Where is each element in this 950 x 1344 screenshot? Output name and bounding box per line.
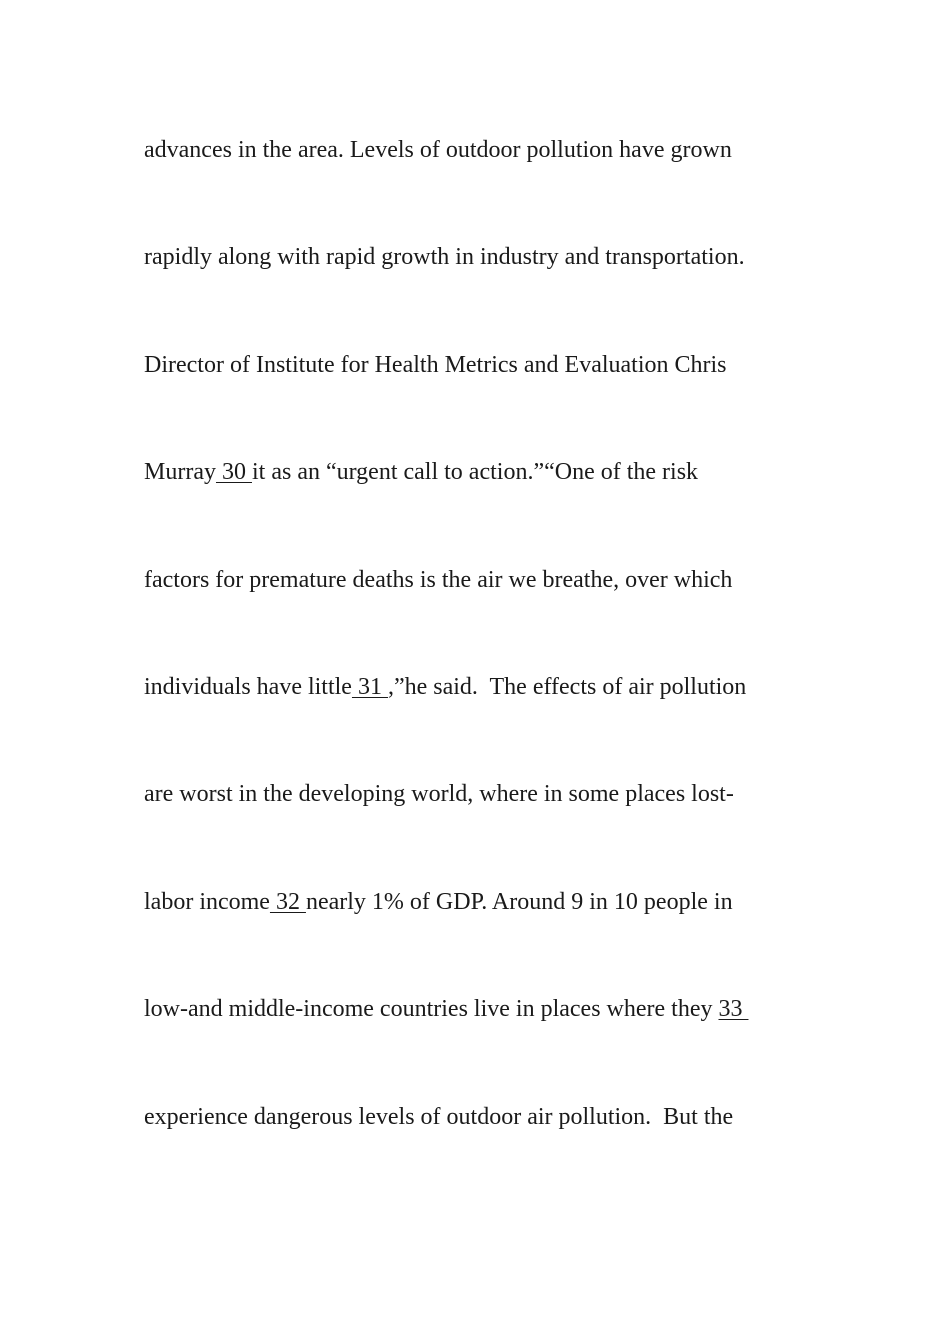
text-line (144, 458, 698, 486)
text-segment: it as an “urgent call to action.”“One of the risk (251, 459, 699, 485)
question-blank-31[interactable]: 31 (351, 674, 388, 700)
text-segment: Murray (144, 459, 216, 485)
text-line: rapidly along with rapid growth in industry and transportation. (144, 244, 745, 270)
question-blank-33[interactable]: 33 (718, 996, 749, 1022)
text-line: experience dangerous levels of outdoor air pollution. But the (144, 1104, 734, 1130)
text-line: Director of Institute for Health Metrics and Evaluation Chris (144, 352, 727, 378)
text-line (144, 673, 746, 701)
text-segment: ,”he said. The effects of air pollution (387, 674, 747, 700)
text-segment: low-and middle-income countries live in places where they (144, 996, 719, 1022)
text-segment: individuals have little (144, 674, 352, 700)
text-line: advances in the area. Levels of outdoor pollution have grown (144, 137, 732, 163)
text-segment: nearly 1% of GDP. Around 9 in 10 people in (305, 889, 733, 915)
text-line (144, 888, 733, 916)
text-line (144, 995, 748, 1023)
question-blank-32[interactable]: 32 (269, 889, 306, 915)
text-line: factors for premature deaths is the air we breathe, over which (144, 567, 733, 593)
text-line: are worst in the developing world, where in some places lost- (144, 781, 734, 807)
text-segment: labor income (144, 889, 270, 915)
question-blank-30[interactable]: 30 (215, 459, 252, 485)
